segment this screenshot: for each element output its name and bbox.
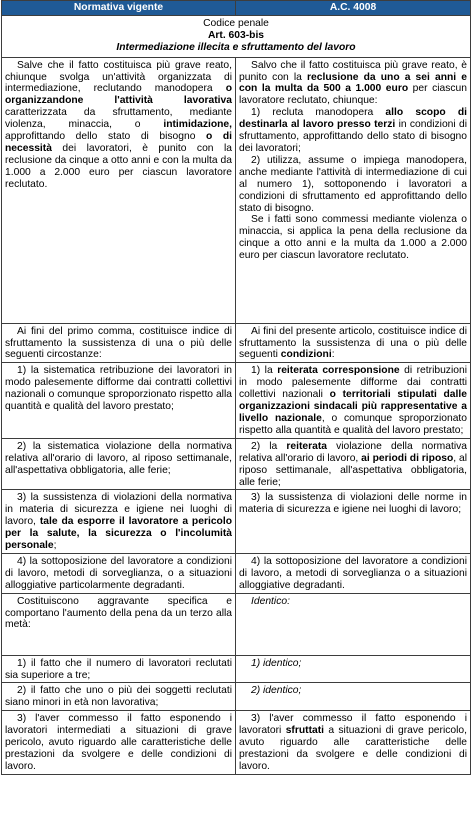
row1-right-para1: Salvo che il fatto costituisca più grave reato, è punito con la reclusione da uno a sei anni e con la multa da 500 a 1.000 euro per ciascun lavoratore reclutato, chiunque:: [239, 59, 467, 107]
row7-left: Costituiscono aggravante specifica e comportano l'aumento della pena da un terzo alla metà:: [2, 593, 236, 655]
row6-left: 4) la sottoposizione del lavoratore a condizioni di lavoro, metodi di sorveglianza, o a situazioni alloggiative particolarmente degradanti.: [2, 553, 236, 593]
table-row: [2, 438, 471, 490]
row9-left: 2) il fatto che uno o più dei soggetti reclutati siano minori in età non lavorativa;: [2, 683, 236, 711]
table-row: [2, 655, 471, 683]
title-block: [2, 15, 471, 57]
table-row: [2, 490, 471, 554]
table-header-row: [2, 1, 471, 16]
row8-right: 1) identico;: [236, 655, 471, 683]
table-row: [2, 683, 471, 711]
row1-right-para4: Se i fatti sono commessi mediante violenza o minaccia, si applica la pena della reclusione da cinque a otto anni e la multa da 1.000 a 2.000 euro per ciascun lavoratore reclutato.: [239, 214, 467, 262]
table-row: [2, 57, 471, 323]
row1-left-paragraph: Salve che il fatto costituisca più grave reato, chiunque svolga un'attività organizzata di intermediazione, reclutando manodopera o organizzandone l'attività lavorativa caratterizzata da sfruttamento, mediante violenza, minaccia, o intimidazione, approfittando dello stato di bisogno o di necessità dei lavoratori, è punito con la reclusione da cinque a otto anni e con la multa da 1.000 a 2.000 euro per ciascun lavoratore reclutato.: [5, 59, 232, 190]
table-row: [2, 323, 471, 363]
header-normativa-vigente: Normativa vigente: [2, 1, 236, 16]
row1-right-para3: 2) utilizza, assume o impiega manodopera, anche mediante l'attività di intermediazione di cui al numero 1), sottoponendo i lavoratori a condizioni di sfruttamento ed approfittando dello stato di bisogno.: [239, 154, 467, 214]
title-block-row: [2, 15, 471, 57]
row7-right: Identico:: [236, 593, 471, 655]
row10-right: 3) l'aver commesso il fatto esponendo i lavoratori sfruttati a situazioni di grave pericolo, avuto riguardo alle caratteristiche delle prestazioni da svolgere e delle condizioni di lavoro.: [236, 711, 471, 775]
table-row: [2, 711, 471, 775]
header-ac-4008: A.C. 4008: [236, 1, 471, 16]
comparison-table: [1, 0, 471, 775]
row1-left: [2, 57, 236, 323]
article-number: Art. 603-bis: [207, 29, 265, 41]
row8-left: 1) il fatto che il numero di lavoratori reclutati sia superiore a tre;: [2, 655, 236, 683]
row5-left: 3) la sussistenza di violazioni della normativa in materia di sicurezza e igiene nei luoghi di lavoro, tale da esporre il lavoratore a pericolo per la salute, la sicurezza o l'incolumità personale;: [2, 490, 236, 554]
row6-right: 4) la sottoposizione del lavoratore a condizioni di lavoro, a metodi di sorveglianza o a situazioni alloggiative degradanti.: [236, 553, 471, 593]
row10-left: 3) l'aver commesso il fatto esponendo i lavoratori intermediati a situazioni di grave pericolo, avuto riguardo alle caratteristiche delle prestazioni da svolgere e delle condizioni di lavoro.: [2, 711, 236, 775]
row1-right-para2: 1) recluta manodopera allo scopo di destinarla al lavoro presso terzi in condizioni di sfruttamento, approfittando dello stato di bisogno dei lavoratori;: [239, 107, 468, 154]
code-title: Codice penale: [203, 17, 269, 29]
row4-right: 2) la reiterata violazione della normativa relativa all'orario di lavoro, ai periodi di riposo, al riposo settimanale, all'aspettativa obbligatoria, alle ferie;: [236, 438, 471, 490]
row3-left: 1) la sistematica retribuzione dei lavoratori in modo palesemente difforme dai contratti collettivi nazionali o comunque sproporzionato rispetto alla quantità e qualità del lavoro prestato;: [2, 363, 236, 438]
row3-right: 1) la reiterata corresponsione di retribuzioni in modo palesemente difforme dai contratti collettivi nazionali o territoriali stipulati dalle organizzazioni sindacali più rappresentative a livello nazionale, o comunque sproporzionato rispetto alla quantità e qualità del lavoro prestato;: [236, 363, 471, 438]
article-heading: Intermediazione illecita e sfruttamento del lavoro: [116, 41, 356, 53]
table-row: [2, 363, 471, 438]
row2-left: Ai fini del primo comma, costituisce indice di sfruttamento la sussistenza di una o più delle seguenti circostanze:: [2, 323, 236, 363]
table-row: [2, 593, 471, 655]
row1-right: [236, 57, 471, 323]
row4-left: 2) la sistematica violazione della normativa relativa all'orario di lavoro, al riposo settimanale, all'aspettativa obbligatoria, alle ferie;: [2, 438, 236, 490]
row9-right: 2) identico;: [236, 683, 471, 711]
row2-right: Ai fini del presente articolo, costituisce indice di sfruttamento la sussistenza di una o più delle seguenti condizioni:: [236, 323, 471, 363]
table-row: [2, 553, 471, 593]
row5-right: 3) la sussistenza di violazioni delle norme in materia di sicurezza e igiene nei luoghi di lavoro;: [236, 490, 471, 554]
